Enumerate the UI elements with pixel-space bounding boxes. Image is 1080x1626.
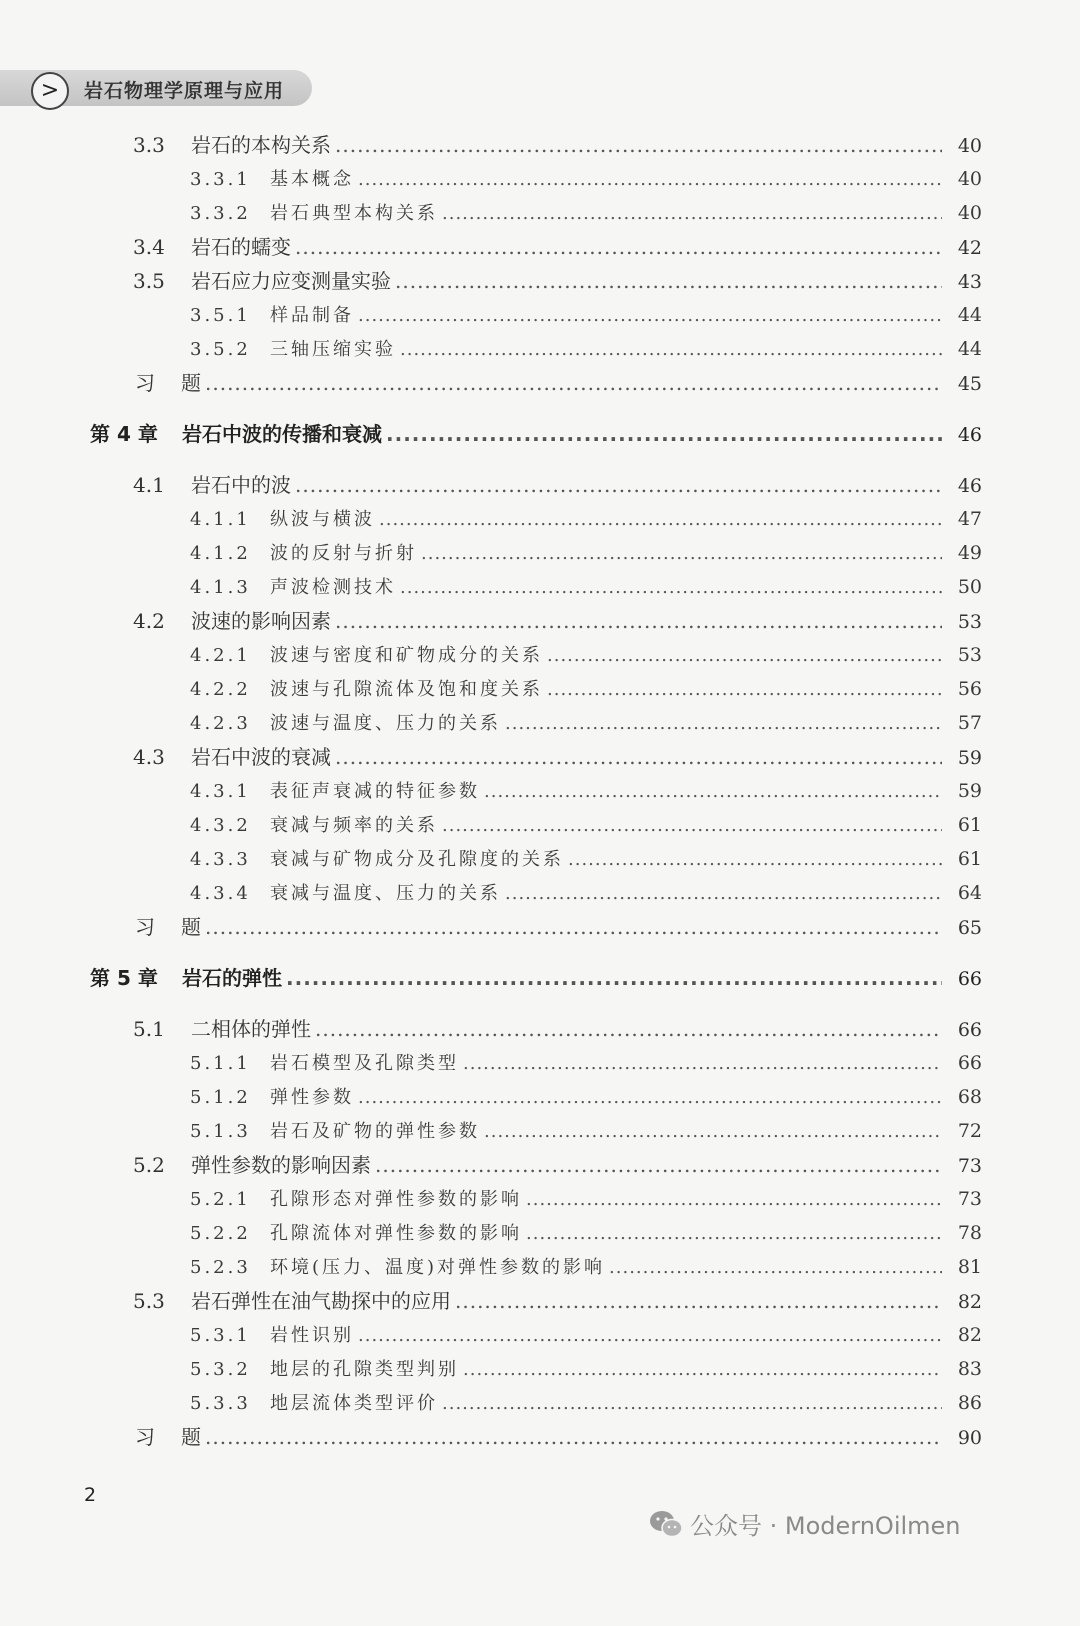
toc-section-row (133, 1014, 982, 1044)
toc-entry-number: 3.3 (133, 133, 165, 157)
leader-dots (609, 1253, 942, 1283)
watermark-text: 公众号 · ModernOilmen (690, 1512, 961, 1540)
toc-chapter-row (90, 963, 982, 993)
toc-entry-number: 3.5 (133, 269, 165, 293)
toc-entry-number: 4.3.1 (190, 781, 251, 802)
toc-entry-page: 72 (957, 1120, 982, 1142)
toc-section-row (133, 232, 982, 262)
toc-entry-title: 岩石的蠕变 (191, 235, 291, 259)
toc-entry-number: 5.1.3 (190, 1121, 251, 1142)
leader-dots (358, 165, 942, 195)
toc-sub-row (190, 1354, 982, 1384)
toc-entry-page: 44 (957, 304, 982, 326)
toc-sub-row (190, 776, 982, 806)
toc-entry-number: 4.2.1 (190, 645, 251, 666)
toc-entry-title: 样品制备 (270, 305, 354, 326)
toc-sub-row (190, 198, 982, 228)
toc-entry-number: 5.1.1 (190, 1053, 251, 1074)
toc-entry-page: 46 (957, 424, 982, 446)
leader-dots (335, 606, 942, 636)
toc-sub-row (190, 844, 982, 874)
toc-entry-page: 66 (957, 1019, 982, 1041)
toc-entry-number: 4.1 (133, 473, 165, 497)
toc-sub-row (190, 1320, 982, 1350)
toc-sub-row (190, 504, 982, 534)
toc-entry-title: 基本概念 (270, 169, 354, 190)
toc-entry-title: 地层的孔隙类型判别 (270, 1359, 459, 1380)
toc-section-row (133, 266, 982, 296)
toc-entry-title: 岩石模型及孔隙类型 (270, 1053, 459, 1074)
toc-entry-title: 孔隙流体对弹性参数的影响 (270, 1223, 522, 1244)
toc-entry-title: 二相体的弹性 (191, 1017, 311, 1041)
toc-entry-number: 4.3.2 (190, 815, 251, 836)
leader-dots (205, 368, 942, 398)
toc-entry-title: 弹性参数的影响因素 (191, 1153, 371, 1177)
wechat-icon (648, 1509, 684, 1539)
leader-dots (505, 709, 942, 739)
toc-entry-number: 5.3.1 (190, 1325, 251, 1346)
leader-dots (335, 742, 942, 772)
toc-entry-page: 46 (957, 475, 982, 497)
toc-entry-title: 三轴压缩实验 (270, 339, 396, 360)
toc-entry-page: 68 (957, 1086, 982, 1108)
toc-sub-row (190, 334, 982, 364)
leader-dots (335, 130, 942, 160)
toc-sub-row (190, 640, 982, 670)
page-number: 2 (84, 1484, 97, 1506)
leader-dots (463, 1355, 942, 1385)
toc-entry-number: 5.2.1 (190, 1189, 251, 1210)
leader-dots (400, 573, 942, 603)
toc-entry-number: 5.2 (133, 1153, 165, 1177)
toc-entry-page: 73 (957, 1188, 982, 1210)
toc-entry-title: 表征声衰减的特征参数 (270, 781, 480, 802)
toc-entry-number: 习 (135, 1425, 155, 1449)
toc-entry-number: 5.3.3 (190, 1393, 251, 1414)
toc-entry-number: 3.5.2 (190, 339, 251, 360)
toc-entry-number: 3.4 (133, 235, 165, 259)
toc-entry-title: 岩性识别 (270, 1325, 354, 1346)
leader-dots (421, 539, 942, 569)
leader-dots (484, 777, 942, 807)
leader-dots (295, 470, 942, 500)
leader-dots (455, 1286, 942, 1316)
toc-entry-number: 5.2.3 (190, 1257, 251, 1278)
toc-entry-title: 波速与密度和矿物成分的关系 (270, 645, 543, 666)
toc-entry-title: 题 (181, 371, 201, 395)
toc-sub-row (190, 1184, 982, 1214)
toc-entry-number: 4.1.1 (190, 509, 251, 530)
toc-entry-page: 61 (957, 848, 982, 870)
toc-section-row (133, 1150, 982, 1180)
toc-section-row (133, 742, 982, 772)
leader-dots (295, 232, 942, 262)
toc-entry-title: 岩石中的波 (191, 473, 291, 497)
toc-entry-number: 4.2.3 (190, 713, 251, 734)
toc-entry-page: 45 (957, 373, 982, 395)
toc-entry-number: 第 4 章 (90, 422, 158, 446)
leader-dots (547, 675, 942, 705)
toc-entry-page: 59 (957, 780, 982, 802)
toc-entry-page: 42 (957, 237, 982, 259)
leader-dots (205, 1422, 942, 1452)
toc-entry-number: 第 5 章 (90, 966, 158, 990)
leader-dots (505, 879, 942, 909)
toc-section-row (133, 1286, 982, 1316)
toc-section-row (133, 130, 982, 160)
toc-exercise-row (135, 368, 982, 398)
toc-entry-page: 50 (957, 576, 982, 598)
toc-entry-page: 64 (957, 882, 982, 904)
toc-sub-row (190, 1388, 982, 1418)
toc-entry-number: 3.5.1 (190, 305, 251, 326)
toc-entry-title: 波速的影响因素 (191, 609, 331, 633)
toc-entry-title: 衰减与频率的关系 (270, 815, 438, 836)
leader-dots (386, 419, 942, 449)
toc-entry-title: 岩石中波的传播和衰减 (182, 422, 382, 446)
toc-entry-number: 习 (135, 915, 155, 939)
toc-entry-title: 纵波与横波 (270, 509, 375, 530)
toc-entry-number: 4.3.4 (190, 883, 251, 904)
toc-section-row (133, 606, 982, 636)
toc-sub-row (190, 164, 982, 194)
toc-entry-number: 4.3.3 (190, 849, 251, 870)
toc-entry-page: 86 (957, 1392, 982, 1414)
leader-dots (463, 1049, 942, 1079)
toc-sub-row (190, 810, 982, 840)
toc-chapter-row (90, 419, 982, 449)
toc-entry-page: 66 (957, 968, 982, 990)
leader-dots (568, 845, 942, 875)
toc-entry-title: 岩石应力应变测量实验 (191, 269, 391, 293)
toc-entry-title: 衰减与温度、压力的关系 (270, 883, 501, 904)
leader-dots (442, 199, 942, 229)
toc-entry-page: 43 (957, 271, 982, 293)
watermark (648, 1506, 961, 1541)
toc-entry-number: 4.1.2 (190, 543, 251, 564)
toc-entry-number: 4.2.2 (190, 679, 251, 700)
toc-entry-number: 5.3.2 (190, 1359, 251, 1380)
toc-entry-number: 5.3 (133, 1289, 165, 1313)
toc-sub-row (190, 1252, 982, 1282)
toc-entry-title: 声波检测技术 (270, 577, 396, 598)
toc-entry-page: 44 (957, 338, 982, 360)
toc-entry-page: 56 (957, 678, 982, 700)
toc-entry-number: 5.2.2 (190, 1223, 251, 1244)
toc-exercise-row (135, 1422, 982, 1452)
toc-entry-number: 4.3 (133, 745, 165, 769)
toc-entry-page: 49 (957, 542, 982, 564)
leader-dots (400, 335, 942, 365)
toc-entry-title: 岩石及矿物的弹性参数 (270, 1121, 480, 1142)
toc-entry-number: 5.1 (133, 1017, 165, 1041)
leader-dots (442, 811, 942, 841)
toc-entry-page: 66 (957, 1052, 982, 1074)
toc-entry-page: 40 (957, 135, 982, 157)
toc-entry-page: 53 (957, 644, 982, 666)
leader-dots (286, 963, 942, 993)
toc-section-row (133, 470, 982, 500)
toc-sub-row (190, 1218, 982, 1248)
leader-dots (395, 266, 942, 296)
toc-entry-page: 90 (957, 1427, 982, 1449)
toc-entry-page: 61 (957, 814, 982, 836)
toc-entry-page: 73 (957, 1155, 982, 1177)
toc-entry-title: 地层流体类型评价 (270, 1393, 438, 1414)
leader-dots (526, 1219, 942, 1249)
leader-dots (358, 1321, 942, 1351)
toc-entry-page: 53 (957, 611, 982, 633)
toc-entry-page: 59 (957, 747, 982, 769)
toc-sub-row (190, 878, 982, 908)
toc-entry-title: 波的反射与折射 (270, 543, 417, 564)
toc-entry-page: 78 (957, 1222, 982, 1244)
toc-entry-title: 波速与孔隙流体及饱和度关系 (270, 679, 543, 700)
toc-entry-number: 5.1.2 (190, 1087, 251, 1108)
toc-entry-title: 岩石典型本构关系 (270, 203, 438, 224)
leader-dots (375, 1150, 942, 1180)
toc-entry-number: 4.2 (133, 609, 165, 633)
toc-entry-title: 孔隙形态对弹性参数的影响 (270, 1189, 522, 1210)
leader-dots (358, 301, 942, 331)
leader-dots (484, 1117, 942, 1147)
toc-entry-title: 弹性参数 (270, 1087, 354, 1108)
toc-sub-row (190, 708, 982, 738)
leader-dots (547, 641, 942, 671)
toc-entry-page: 47 (957, 508, 982, 530)
toc-entry-page: 81 (957, 1256, 982, 1278)
chevron-right-icon: > (31, 72, 69, 110)
book-title: 岩石物理学原理与应用 (84, 80, 285, 102)
toc-entry-title: 岩石的弹性 (182, 966, 282, 990)
toc-entry-page: 57 (957, 712, 982, 734)
toc-entry-number: 4.1.3 (190, 577, 251, 598)
toc-entry-page: 40 (957, 202, 982, 224)
leader-dots (379, 505, 942, 535)
toc-entry-title: 题 (181, 915, 201, 939)
toc-entry-number: 3.3.1 (190, 169, 251, 190)
toc-sub-row (190, 572, 982, 602)
toc-entry-page: 82 (957, 1291, 982, 1313)
toc-sub-row (190, 538, 982, 568)
toc-entry-page: 65 (957, 917, 982, 939)
leader-dots (442, 1389, 942, 1419)
toc-entry-title: 环境(压力、温度)对弹性参数的影响 (270, 1257, 606, 1278)
toc-entry-title: 波速与温度、压力的关系 (270, 713, 501, 734)
toc-sub-row (190, 1116, 982, 1146)
toc-entry-page: 40 (957, 168, 982, 190)
toc-entry-page: 83 (957, 1358, 982, 1380)
toc-sub-row (190, 1048, 982, 1078)
leader-dots (205, 912, 942, 942)
toc-sub-row (190, 1082, 982, 1112)
toc-sub-row (190, 300, 982, 330)
toc-entry-page: 82 (957, 1324, 982, 1346)
toc-entry-title: 岩石中波的衰减 (191, 745, 331, 769)
toc-entry-number: 习 (135, 371, 155, 395)
toc-entry-title: 岩石弹性在油气勘探中的应用 (191, 1289, 451, 1313)
toc-entry-title: 衰减与矿物成分及孔隙度的关系 (270, 849, 564, 870)
leader-dots (358, 1083, 942, 1113)
toc-sub-row (190, 674, 982, 704)
leader-dots (526, 1185, 942, 1215)
toc-exercise-row (135, 912, 982, 942)
toc-entry-number: 3.3.2 (190, 203, 251, 224)
toc-entry-title: 题 (181, 1425, 201, 1449)
toc-entry-title: 岩石的本构关系 (191, 133, 331, 157)
leader-dots (315, 1014, 942, 1044)
